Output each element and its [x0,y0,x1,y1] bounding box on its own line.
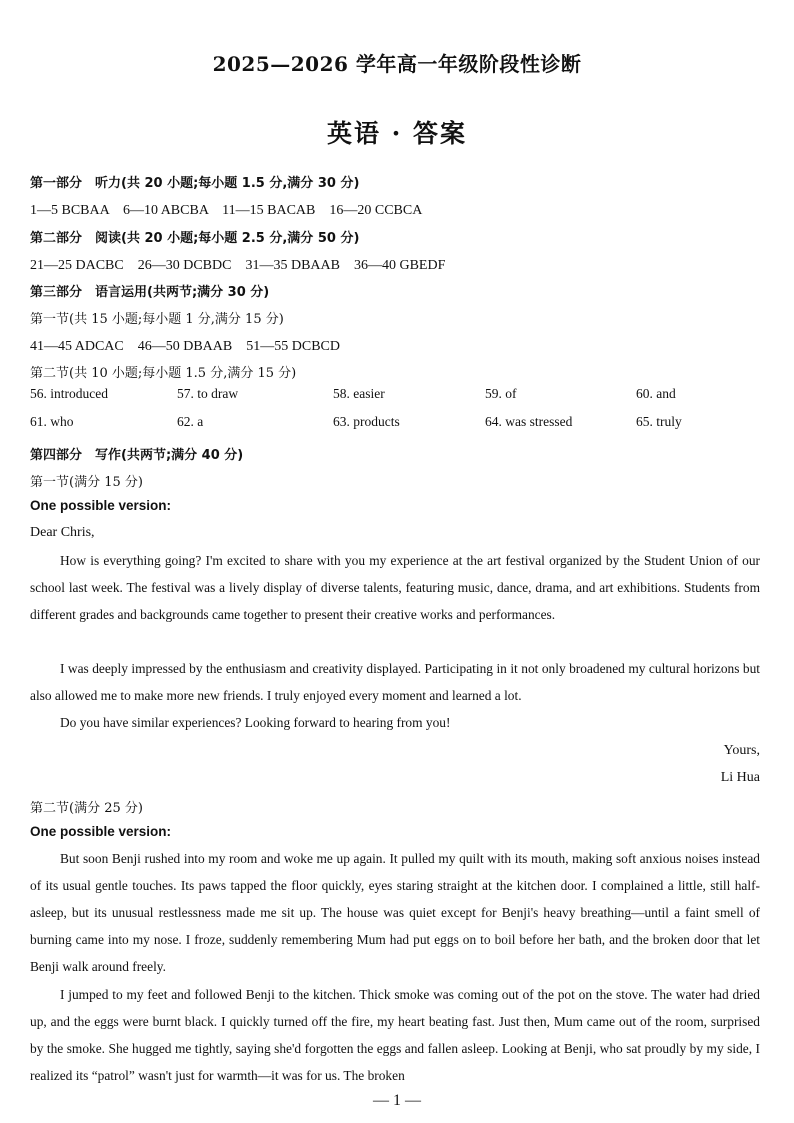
story-paragraph: I jumped to my feet and followed Benji to the kitchen. Thick smoke was coming out of the pot on the stove. The water had dried up, and the eggs were burnt black. I quickly turned off the fire, my heart beating fast. Just then, Mum came out of the room, surprised by the smoke. She hugged me tightly, saying she'd forgotten the eggs and fallen asleep. Looking at Benji, who sat proudly by my side, I realized its “patrol” wasn't just for warmth—it was for us. The broken [30,987,760,1083]
part3-section2-heading: 第二节(共 10 小题;每小题 1.5 分,满分 15 分) [30,366,297,381]
part2-answers: 21—25 DACBC 26—30 DCBDC 31—35 DBAAB 36—40 GBEDF [30,258,446,273]
exam-title: 2025—2026 学年高一年级阶段性诊断 [212,52,582,76]
story-paragraph: But soon Benji rushed into my room and woke me up again. It pulled my quilt with its mouth, making soft anxious noises instead of its usual gentle touches. Its paws tapped the floor quickly, eyes staring straight at the kitchen door. I complained a little, still half-asleep, but its unusual restlessness made me sit up. The house was quiet except for Benji's heavy breathing—until a faint smell of burning came into my nose. I froze, suddenly remembering Mum had put eggs on to boil before her bath, and the broken door that let Benji walk around freely. [30,851,760,974]
answer-cell: 58. easier [333,386,385,401]
part3-heading: 第三部分 语言运用(共两节;满分 30 分) [30,285,270,300]
part4-section2-heading: 第二节(满分 25 分) [30,801,143,816]
version-label: One possible version: [30,498,172,513]
part1-heading: 第一部分 听力(共 20 小题;每小题 1.5 分,满分 30 分) [30,176,360,191]
page-number: — 1 — [373,1092,421,1109]
part4-section1-heading: 第一节(满分 15 分) [30,475,143,490]
letter-greeting: Dear Chris, [30,525,95,540]
part4-heading: 第四部分 写作(共两节;满分 40 分) [30,448,244,463]
answer-row [30,386,770,414]
part3-section1-heading: 第一节(共 15 小题;每小题 1 分,满分 15 分) [30,312,284,327]
answer-cell: 57. to draw [177,386,239,401]
answer-cell: 62. a [177,414,204,429]
part1-answers: 1—5 BCBAA 6—10 ABCBA 11—15 BACAB 16—20 CCBCA [30,203,423,218]
version-label: One possible version: [30,824,172,839]
part3-section2-answer-grid [30,386,770,442]
answer-cell: 63. products [333,414,400,429]
part3-section1-answers: 41—45 ADCAC 46—50 DBAAB 51—55 DCBCD [30,339,340,354]
answer-cell: 61. who [30,414,74,429]
answer-row [30,414,770,442]
answer-cell: 56. introduced [30,386,108,401]
answer-cell: 60. and [636,386,676,401]
letter-signature: Li Hua [720,770,760,785]
answer-cell: 65. truly [636,414,682,429]
part2-heading: 第二部分 阅读(共 20 小题;每小题 2.5 分,满分 50 分) [30,231,360,246]
letter-paragraph: I was deeply impressed by the enthusiasm and creativity displayed. Participating in it not only broadened my cultural horizons but also allowed me to make more new friends. I truly enjoyed every moment and learned a lot. [30,661,760,703]
letter-closing: Yours, [723,743,760,758]
answer-cell: 64. was stressed [485,414,573,429]
letter-paragraph: Do you have similar experiences? Looking forward to hearing from you! [60,715,451,730]
letter-paragraph: How is everything going? I'm excited to share with you my experience at the art festival organized by the Student Union of our school last week. The festival was a lively display of diverse talents, featuring music, dance, drama, and art exhibitions. Students from different grades and backgrounds came together to present their creative works and performances. [30,553,760,622]
exam-subtitle: 英语 · 答案 [326,119,468,148]
answer-cell: 59. of [485,386,517,401]
